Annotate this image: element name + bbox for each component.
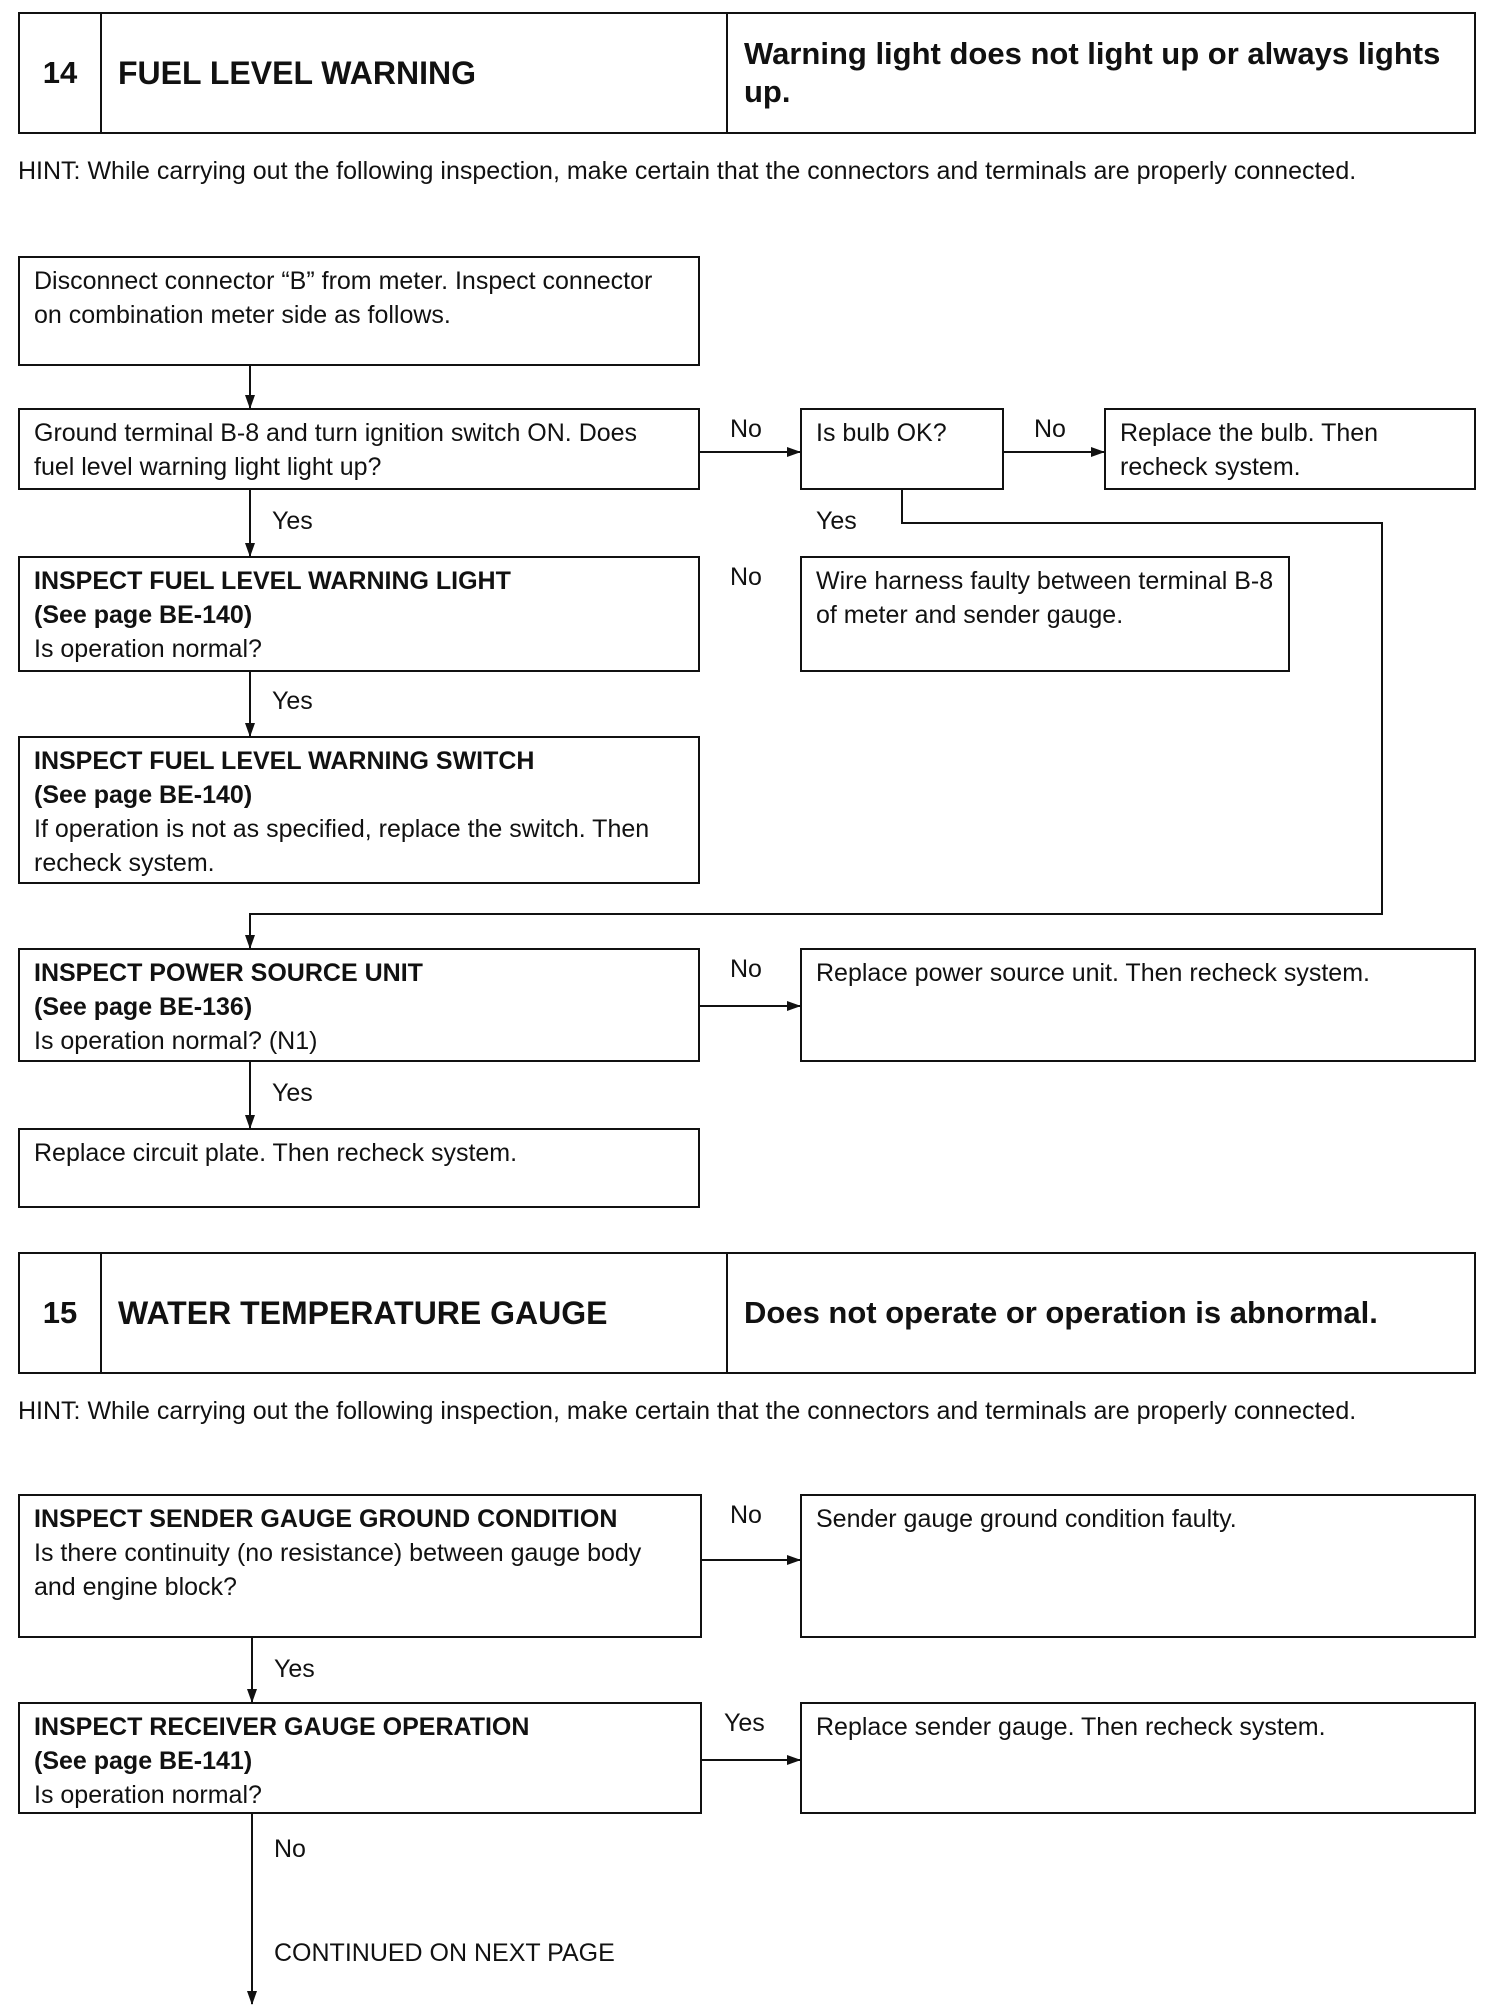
continued-on-next-page: CONTINUED ON NEXT PAGE: [274, 1939, 615, 1967]
step-inspect-warning-switch: INSPECT FUEL LEVEL WARNING SWITCH (See page BE-140) If operation is not as specified, replace the switch. Then recheck system.: [18, 736, 700, 884]
section-title: FUEL LEVEL WARNING: [102, 14, 728, 132]
arrow-bulb-yes-to-power: [250, 490, 1382, 948]
action-replace-power-source: Replace power source unit. Then recheck system.: [800, 948, 1476, 1062]
hint-text: HINT: While carrying out the following inspection, make certain that the connectors and terminals are properly connected.: [18, 1397, 1357, 1425]
label-no: No: [730, 563, 762, 591]
step-ground-terminal: Ground terminal B-8 and turn ignition switch ON. Does fuel level warning light light up?: [18, 408, 700, 490]
label-yes: Yes: [272, 687, 313, 715]
section-number: 15: [20, 1254, 102, 1372]
hint-text: HINT: While carrying out the following inspection, make certain that the connectors and terminals are properly connected.: [18, 157, 1357, 185]
action-replace-sender-gauge: Replace sender gauge. Then recheck system.: [800, 1702, 1476, 1814]
label-yes: Yes: [724, 1709, 765, 1737]
result-wire-harness-faulty: Wire harness faulty between terminal B-8 of meter and sender gauge.: [800, 556, 1290, 672]
section-title: WATER TEMPERATURE GAUGE: [102, 1254, 728, 1372]
step-inspect-receiver-gauge: INSPECT RECEIVER GAUGE OPERATION (See page BE-141) Is operation normal?: [18, 1702, 702, 1814]
label-no: No: [730, 415, 762, 443]
label-yes: Yes: [274, 1655, 315, 1683]
action-replace-bulb: Replace the bulb. Then recheck system.: [1104, 408, 1476, 490]
step-inspect-power-source: INSPECT POWER SOURCE UNIT (See page BE-136) Is operation normal? (N1): [18, 948, 700, 1062]
label-no: No: [274, 1835, 306, 1863]
step-disconnect-connector: Disconnect connector “B” from meter. Inspect connector on combination meter side as follows.: [18, 256, 700, 366]
result-sender-ground-faulty: Sender gauge ground condition faulty.: [800, 1494, 1476, 1638]
label-no: No: [1034, 415, 1066, 443]
label-yes: Yes: [272, 507, 313, 535]
step-inspect-warning-light: INSPECT FUEL LEVEL WARNING LIGHT (See page BE-140) Is operation normal?: [18, 556, 700, 672]
label-yes: Yes: [272, 1079, 313, 1107]
label-yes: Yes: [816, 507, 857, 535]
section-symptom: Warning light does not light up or always lights up.: [744, 36, 1441, 109]
section-number: 14: [20, 14, 102, 132]
section-symptom: Does not operate or operation is abnormal.: [744, 1295, 1378, 1330]
label-no: No: [730, 1501, 762, 1529]
step-inspect-sender-ground: INSPECT SENDER GAUGE GROUND CONDITION Is there continuity (no resistance) between gauge body and engine block?: [18, 1494, 702, 1638]
label-no: No: [730, 955, 762, 983]
question-bulb-ok: Is bulb OK?: [800, 408, 1004, 490]
action-replace-circuit-plate: Replace circuit plate. Then recheck system.: [18, 1128, 700, 1208]
